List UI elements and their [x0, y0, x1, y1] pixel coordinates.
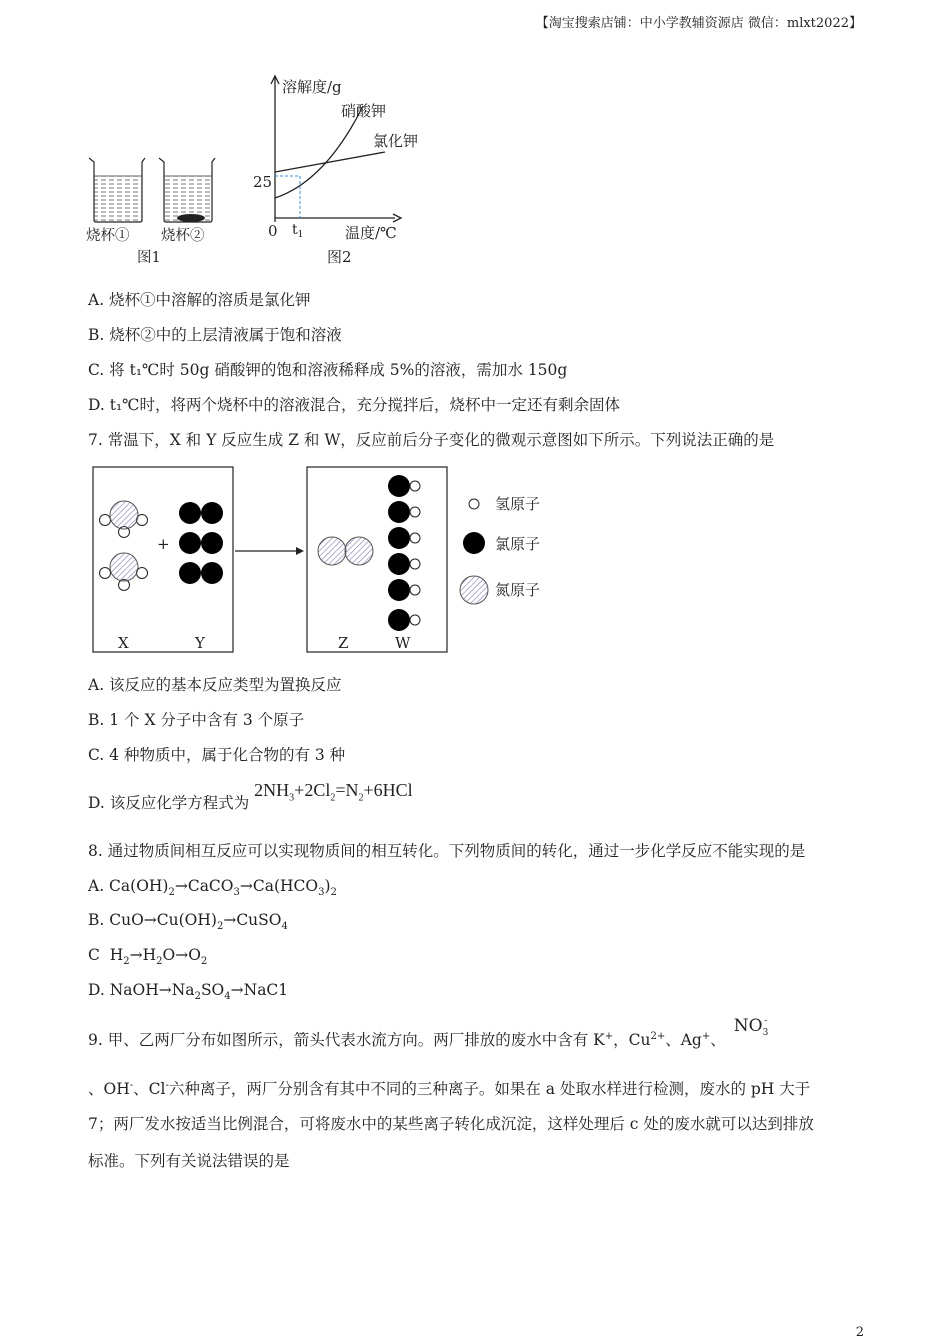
q9-line-3: 7；两厂发水按适当比例混合，可将废水中的某些离子转化成沉淀，这样处理后 c 处的废水就可以达到排放 [88, 1115, 814, 1133]
q8-stem: 8. 通过物质间相互反应可以实现物质间的相互转化。下列物质间的转化，通过一步化学反应不能实现的是 [88, 842, 806, 860]
q6-option-a: A. 烧杯①中溶解的溶质是氯化钾 [88, 291, 311, 309]
q8-option-c: C $H_2\to H_2O\to O_2$ [88, 946, 208, 968]
figure-2-solubility-chart [245, 72, 419, 270]
q7-stem: 7. 常温下，X 和 Y 反应生成 Z 和 W，反应前后分子变化的微观示意图如下所示。下列说法正确的是 [88, 431, 775, 449]
figure-2-caption: 图2 [327, 248, 352, 266]
q9-line-1: 9. 甲、乙两厂分布如图所示，箭头代表水流方向。两厂排放的废水中含有 K+，$Cu^{2+}$、Ag+、$NO_3^-$ [88, 1016, 769, 1050]
series-label-potassium-chloride: 氯化钾 [373, 132, 419, 150]
legend-chlorine-icon [463, 532, 485, 554]
x-axis-label: 温度/℃ [345, 224, 397, 242]
y-molecules [179, 502, 223, 584]
origin-label: 0 [268, 222, 278, 240]
q7-option-b: B. 1 个 X 分子中含有 3 个原子 [88, 711, 305, 729]
q7-reaction-diagram [90, 463, 560, 655]
label-z: Z [338, 634, 349, 652]
q7-option-d-prefix: D. 该反应化学方程式为 [88, 794, 250, 812]
y-axis-label: 溶解度/g [282, 78, 342, 96]
beaker-2-label: 烧杯② [161, 228, 205, 244]
legend-chlorine: 氯原子 [495, 535, 541, 553]
solid-residue [177, 214, 205, 222]
q6-option-d: D. t₁℃时，将两个烧杯中的溶液混合，充分搅拌后，烧杯中一定还有剩余固体 [88, 396, 621, 414]
q6-option-b: B. 烧杯②中的上层清液属于饱和溶液 [88, 326, 342, 344]
series-label-potassium-nitrate: 硝酸钾 [341, 102, 387, 120]
plus-sign: + [157, 535, 170, 553]
q8-option-a: A. $Ca(OH)_2\to CaCO_3\to Ca(HCO_3)_2$ [88, 877, 337, 899]
page-header: 【淘宝搜索店铺：中小学教辅资源店 微信：mlxt2022】 [535, 16, 862, 31]
q9-line-2: 、OH-、Cl-六种离子，两厂分别含有其中不同的三种离子。如果在 a 处取水样进行检测，废水的 pH 大于 [88, 1080, 811, 1099]
beaker-2 [159, 158, 215, 222]
legend-hydrogen: 氢原子 [495, 495, 541, 513]
w-molecules [388, 475, 420, 631]
figure-1-caption: 图1 [137, 250, 161, 266]
beaker-1-label: 烧杯① [86, 228, 130, 244]
q7-option-c: C. 4 种物质中，属于化合物的有 3 种 [88, 746, 346, 764]
legend-nitrogen: 氮原子 [495, 581, 541, 599]
z-molecule [318, 537, 373, 565]
reaction-arrow-head-icon [296, 547, 304, 555]
x-molecule-2 [100, 553, 148, 591]
legend-nitrogen-icon [460, 576, 488, 604]
x-molecule-1 [100, 501, 148, 538]
figure-1-beakers [85, 150, 225, 268]
q6-option-c: C. 将 t₁℃时 50g 硝酸钾的饱和溶液稀释成 5%的溶液，需加水 150g [88, 361, 568, 379]
page-number: 2 [855, 1325, 864, 1340]
q7-option-a: A. 该反应的基本反应类型为置换反应 [88, 676, 342, 694]
label-w: W [395, 634, 411, 652]
label-y: Y [195, 634, 205, 652]
potassium-chloride-curve [275, 152, 385, 172]
q7-option-d [88, 780, 413, 821]
x-tick-t1: $t_1$ [292, 222, 304, 240]
label-x: X [118, 634, 129, 652]
q8-option-b: B. $CuO\to Cu(OH)_2\to CuSO_4$ [88, 911, 288, 933]
beaker-1 [89, 158, 145, 222]
q8-option-d: D. $NaOH\to Na_2SO_4\to NaC1$ [88, 981, 289, 1003]
q9-line-4: 标准。下列有关说法错误的是 [88, 1152, 290, 1170]
y-tick-25: 25 [253, 173, 273, 191]
legend-hydrogen-icon [469, 499, 479, 509]
q7-equation: $2NH_3+2Cl_2=N_2+6HCl$ [254, 780, 413, 804]
